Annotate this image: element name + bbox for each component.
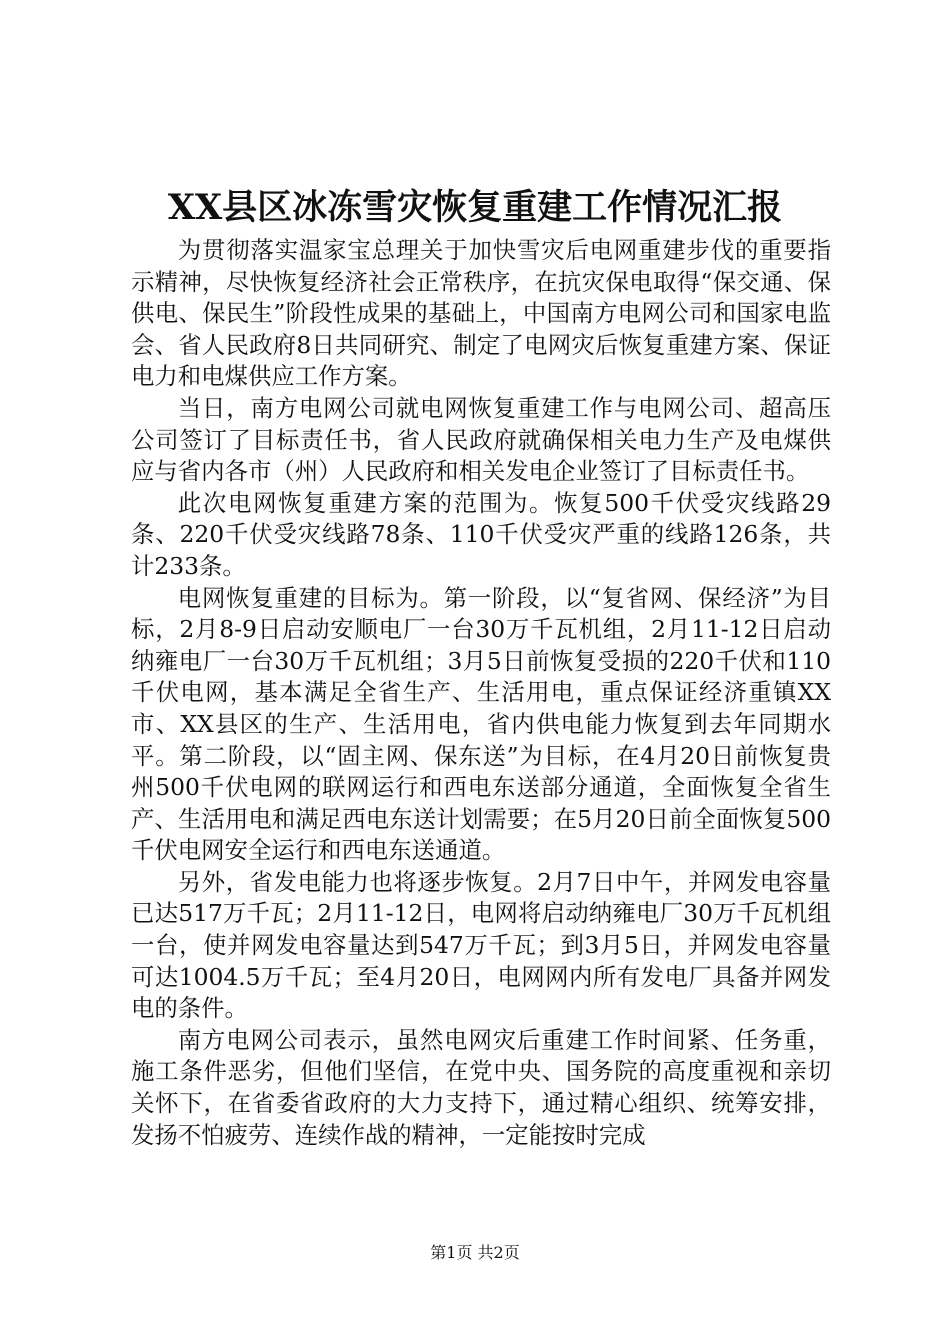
- paragraph-3: 此次电网恢复重建方案的范围为。恢复500千伏受灾线路29条、220千伏受灾线路78条、110千伏受灾严重的线路126条，共计233条。: [131, 488, 831, 580]
- paragraph-2: 当日，南方电网公司就电网恢复重建工作与电网公司、超高压公司签订了目标责任书，省人民政府就确保相关电力生产及电煤供应与省内各市（州）人民政府和相关发电企业签订了目标责任书。: [131, 393, 831, 486]
- paragraph-5: 另外，省发电能力也将逐步恢复。2月7日中午，并网发电容量已达517万千瓦；2月11-12日，电网将启动纳雍电厂30万千瓦机组一台，使并网发电容量达到547万千瓦；到3月5日，并网发电容量可达1004.5万千瓦；至4月20日，电网网内所有发电厂具备并网发电的条件。: [131, 867, 831, 1023]
- paragraph-4: 电网恢复重建的目标为。第一阶段，以“复省网、保经济”为目标，2月8-9日启动安顺电厂一台30万千瓦机组，2月11-12日启动纳雍电厂一台30万千瓦机组；3月5日前恢复受损的220千伏和110千伏电网，基本满足全省生产、生活用电，重点保证经济重镇XX市、XX县区的生产、生活用电，省内供电能力恢复到去年同期水平。第二阶段，以“固主网、保东送”为目标，在4月20日前恢复贵州500千伏电网的联网运行和西电东送部分通道，全面恢复全省生产、生活用电和满足西电东送计划需要；在5月20日前全面恢复500千伏电网安全运行和西电东送通道。: [131, 583, 831, 865]
- document-title: XX县区冰冻雪灾恢复重建工作情况汇报: [167, 187, 783, 228]
- page-footer: 第1页 共2页: [430, 1243, 520, 1262]
- paragraph-1: 为贯彻落实温家宝总理关于加快雪灾后电网重建步伐的重要指示精神，尽快恢复经济社会正常秩序，在抗灾保电取得“保交通、保供电、保民生”阶段性成果的基础上，中国南方电网公司和国家电监会、省人民政府8日共同研究、制定了电网灾后恢复重建方案、保证电力和电煤供应工作方案。: [131, 236, 831, 391]
- paragraph-6: 南方电网公司表示，虽然电网灾后重建工作时间紧、任务重，施工条件恶劣，但他们坚信，在党中央、国务院的高度重视和亲切关怀下，在省委省政府的大力支持下，通过精心组织、统筹安排，发扬不怕疲劳、连续作战的精神，一定能按时完成: [131, 1025, 831, 1149]
- document-body: [131, 235, 831, 1151]
